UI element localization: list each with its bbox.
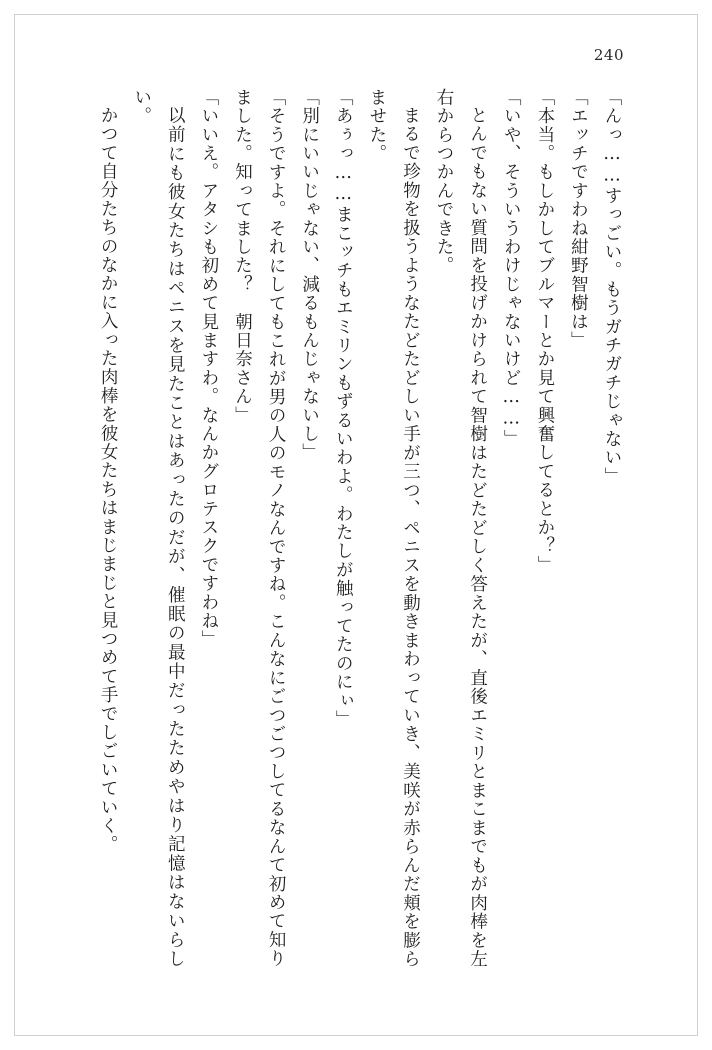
paragraph: 「エッチですわね紺野智樹は」 [568,88,589,350]
page-number: 240 [593,46,624,64]
paragraph: とんでもない質問を投げかけられて智樹はたどたどしく答えたが、直後エミリとまこまでもが肉棒を左右からつかんできた。 [434,88,488,968]
paragraph: かつて自分たちのなかに入った肉棒を彼女たちはまじまじと見つめて手でしごいていく。 [98,105,119,854]
paragraph: 以前にも彼女たちはペニスを見たことはあったのだが、催眠の最中だったためやはり記憶はないらしい。 [131,88,186,968]
paragraph: 「いいえ。アタシも初めて見ますわ。なんかグロテスクですわね」 [198,88,219,649]
paragraph: 「そうですよ。それにしてもこれが男の人のモノなんですね。こんなにごつごつしてるなんて初めて知りました。知ってました？ 朝日奈さん」 [232,88,287,968]
page-body-text [72,88,628,968]
paragraph: 「あぅっ……まこッチもエミリンもずるいわよ。わたしが触ってたのにぃ」 [333,88,354,729]
paragraph: 「別にいいじゃない、減るもんじゃないし」 [299,88,320,462]
paragraph: 「んっ……すっごい。もうガチガチじゃない」 [602,88,622,486]
paragraph: 「本当。もしかしてブルマーとか見て興奮してるとか？」 [534,88,555,575]
paragraph: 「いや、そういうわけじゃないけど……」 [501,88,522,449]
paragraph: まるで珍物を扱うようなたどたどしい手が三つ、ペニスを動きまわっていき、美咲が赤らんだ頬を膨らませた。 [366,88,421,968]
